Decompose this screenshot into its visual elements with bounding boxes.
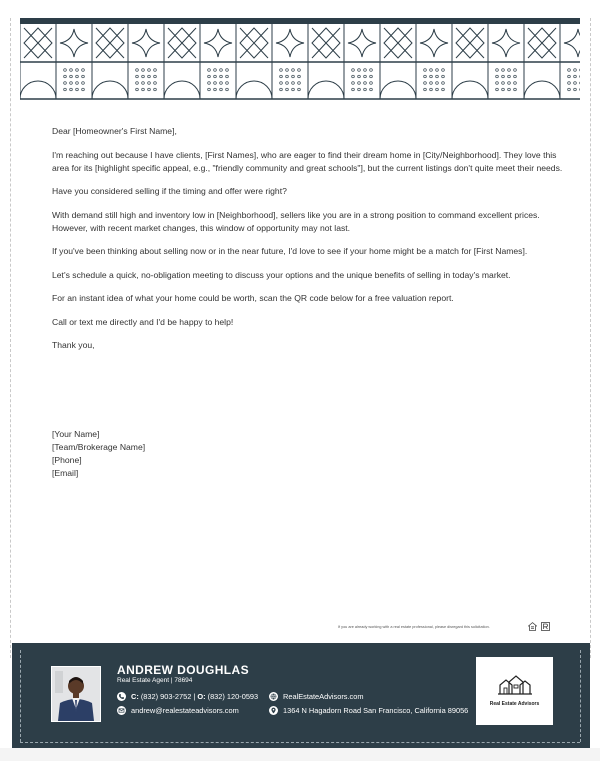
pattern-dot (142, 69, 145, 72)
pattern-dot (220, 88, 223, 91)
pattern-dot (292, 82, 295, 85)
pattern-dot (358, 88, 361, 91)
pattern-cross-diamond (312, 28, 340, 58)
pattern-dot (154, 88, 157, 91)
agent-email[interactable]: andrew@realestateadvisors.com (131, 706, 239, 715)
pattern-star (60, 29, 88, 57)
pattern-dot (82, 69, 85, 72)
pattern-dot (226, 69, 229, 72)
pattern-dot (352, 75, 355, 78)
pattern-dot (142, 75, 145, 78)
pattern-dot (370, 69, 373, 72)
pattern-dot (76, 88, 79, 91)
pattern-dot (508, 88, 511, 91)
pattern-dot (148, 88, 151, 91)
pattern-dot (496, 69, 499, 72)
pattern-dot (298, 75, 301, 78)
pattern-dot (154, 69, 157, 72)
agent-name: ANDREW DOUGHLAS (117, 663, 249, 677)
pattern-dot (508, 69, 511, 72)
pattern-dot (574, 75, 577, 78)
pattern-dot (442, 82, 445, 85)
pattern-arch (380, 81, 416, 99)
pattern-arch (524, 81, 560, 99)
agent-phones (117, 692, 258, 701)
pattern-cross-diamond (384, 28, 412, 58)
pattern-dot (424, 69, 427, 72)
pattern-dot (280, 69, 283, 72)
pattern-dot (358, 69, 361, 72)
pattern-dot (136, 75, 139, 78)
pattern-dot (82, 88, 85, 91)
pattern-dot (364, 75, 367, 78)
paragraph: Call or text me directly and I'd be happy to help! (52, 316, 234, 327)
pattern-dot (208, 82, 211, 85)
pattern-dot (76, 69, 79, 72)
pattern-arch (20, 81, 56, 99)
pattern-dot (574, 69, 577, 72)
pattern-dot (208, 88, 211, 91)
pattern-dot (220, 82, 223, 85)
pattern-cross-diamond (168, 28, 196, 58)
pattern-dot (220, 75, 223, 78)
pattern-dot (220, 69, 223, 72)
pattern-dot (70, 88, 73, 91)
pattern-dot (286, 88, 289, 91)
cut-line-left (10, 18, 11, 658)
pattern-dot (292, 69, 295, 72)
pattern-dot (502, 82, 505, 85)
cut-line-right (590, 18, 591, 658)
phone-cell[interactable]: (832) 903-2752 (140, 692, 192, 701)
globe-icon (269, 692, 278, 701)
pattern-dot (568, 69, 571, 72)
agent-address-row (269, 706, 468, 715)
pattern-dot (424, 75, 427, 78)
pattern-dot (370, 88, 373, 91)
brokerage-logo (476, 657, 553, 725)
pattern-star (132, 29, 160, 57)
pattern-star (492, 29, 520, 57)
pattern-dot (508, 75, 511, 78)
pattern-dot (64, 69, 67, 72)
email-icon (117, 706, 126, 715)
signature-block (52, 428, 145, 480)
pattern-dot (568, 75, 571, 78)
pattern-dot (292, 75, 295, 78)
agent-title: Real Estate Agent | 78694 (117, 677, 193, 684)
pattern-star (420, 29, 448, 57)
geometric-pattern (20, 18, 580, 100)
pattern-cross-diamond (96, 28, 124, 58)
pattern-dot (358, 75, 361, 78)
paragraph: If you've been thinking about selling now or in the near future, I'd love to see if your home might be a match for [First Names]. (52, 246, 528, 256)
agent-email-row (117, 706, 239, 715)
pattern-star (348, 29, 376, 57)
page-bottom-margin (0, 748, 600, 761)
pattern-cross-diamond (528, 28, 556, 58)
pattern-dot (430, 82, 433, 85)
footer-cut-line (580, 650, 581, 742)
logo-text: Real Estate Advisors (489, 701, 540, 707)
pattern-dot (514, 69, 517, 72)
pattern-dot (208, 75, 211, 78)
pattern-dot (364, 88, 367, 91)
pattern-arch (236, 81, 272, 99)
signature-email: [Email] (52, 468, 79, 478)
pattern-dot (442, 88, 445, 91)
pattern-star (276, 29, 304, 57)
pattern-dot (298, 69, 301, 72)
pattern-dot (496, 82, 499, 85)
paragraph: For an instant idea of what your home could be worth, scan the QR code below for a free valuation report. (52, 293, 454, 303)
pattern-dot (214, 88, 217, 91)
house-logo-icon (476, 657, 553, 701)
paragraph: Have you considered selling if the timing and offer were right? (52, 186, 287, 196)
equal-housing-icon (528, 622, 537, 631)
pattern-dot (514, 75, 517, 78)
pattern-dot (148, 69, 151, 72)
pattern-dot (514, 88, 517, 91)
letter-body (52, 125, 572, 363)
pattern-dot (436, 75, 439, 78)
footer-cut-line (20, 742, 580, 743)
pattern-dot (142, 82, 145, 85)
pattern-dot (502, 75, 505, 78)
pattern-dot (64, 75, 67, 78)
signature-team: [Team/Brokerage Name] (52, 442, 146, 452)
pattern-dot (64, 88, 67, 91)
pattern-dot (76, 75, 79, 78)
pattern-dot (82, 82, 85, 85)
phone-separator: | (191, 692, 198, 701)
pattern-dot (436, 69, 439, 72)
pattern-arch (308, 81, 344, 99)
pattern-dot (148, 82, 151, 85)
footer-cut-line (20, 650, 21, 742)
salutation: Dear [Homeowner's First Name], (52, 126, 177, 136)
pattern-dot (136, 82, 139, 85)
pattern-dot (286, 82, 289, 85)
pattern-star (204, 29, 232, 57)
pattern-dot (430, 69, 433, 72)
signature-phone: [Phone] (52, 455, 82, 465)
pattern-dot (292, 88, 295, 91)
pattern-dot (154, 75, 157, 78)
pattern-arch (92, 81, 128, 99)
signature-name: [Your Name] (52, 429, 100, 439)
pattern-dot (436, 82, 439, 85)
pattern-dot (358, 82, 361, 85)
phone-office[interactable]: (832) 120-0593 (207, 692, 259, 701)
pattern-arch (452, 81, 488, 99)
pattern-dot (574, 82, 577, 85)
pattern-dot (136, 88, 139, 91)
pattern-top-bar (20, 18, 580, 24)
pattern-dot (214, 69, 217, 72)
pattern-dot (280, 82, 283, 85)
pattern-dot (76, 82, 79, 85)
pattern-dot (280, 88, 283, 91)
paragraph: I'm reaching out because I have clients, [First Names], who are eager to find their dream home in [City/Neighborhood]. They love this area for its [highlight specific appeal, e.g., "friendly community and great schools"], but the current listings don't quite meet their needs. (52, 149, 563, 173)
phone-office-label: O: (197, 692, 206, 701)
pattern-dot (208, 69, 211, 72)
pattern-dot (226, 82, 229, 85)
pattern-dot (568, 88, 571, 91)
disclaimer-text: If you are already working with a real estate professional, please disregard this solicitation. (338, 625, 490, 629)
pattern-cross-diamond (24, 28, 52, 58)
pattern-dot (442, 75, 445, 78)
pattern-dot (364, 82, 367, 85)
pattern-dot (70, 75, 73, 78)
pattern-dot (280, 75, 283, 78)
pattern-dot (286, 69, 289, 72)
pattern-star (564, 29, 580, 57)
pattern-dot (430, 88, 433, 91)
pattern-cross-diamond (456, 28, 484, 58)
pattern-dot (352, 69, 355, 72)
pattern-dot (502, 88, 505, 91)
agent-photo (51, 666, 101, 722)
pattern-dot (370, 75, 373, 78)
pattern-dot (82, 75, 85, 78)
pattern-dot (298, 82, 301, 85)
pattern-dot (298, 88, 301, 91)
agent-website-row (269, 692, 364, 701)
pattern-dot (496, 75, 499, 78)
pattern-dot (514, 82, 517, 85)
pattern-dot (574, 88, 577, 91)
pattern-dot (70, 82, 73, 85)
pattern-dot (70, 69, 73, 72)
pattern-arch (164, 81, 200, 99)
realtor-icon (541, 622, 550, 631)
phone-cell-label: C: (131, 692, 139, 701)
pattern-dot (226, 88, 229, 91)
pattern-dot (508, 82, 511, 85)
pattern-dot (226, 75, 229, 78)
header-pattern-band (20, 18, 580, 100)
location-icon (269, 706, 278, 715)
closing: Thank you, (52, 340, 95, 350)
pattern-dot (436, 88, 439, 91)
compliance-icons (528, 622, 550, 631)
pattern-dot (154, 82, 157, 85)
pattern-dot (148, 75, 151, 78)
pattern-dot (502, 69, 505, 72)
pattern-dot (568, 82, 571, 85)
agent-website[interactable]: RealEstateAdvisors.com (283, 692, 364, 701)
pattern-dot (352, 88, 355, 91)
pattern-cross-diamond (240, 28, 268, 58)
pattern-dot (370, 82, 373, 85)
pattern-dot (214, 75, 217, 78)
pattern-dot (64, 82, 67, 85)
pattern-dot (352, 82, 355, 85)
phone-icon (117, 692, 126, 701)
pattern-dot (424, 88, 427, 91)
pattern-dot (136, 69, 139, 72)
agent-address: 1364 N Hagadorn Road San Francisco, California 89056 (283, 706, 469, 715)
pattern-dot (214, 82, 217, 85)
pattern-dot (424, 82, 427, 85)
pattern-dot (142, 88, 145, 91)
pattern-dot (496, 88, 499, 91)
pattern-dot (442, 69, 445, 72)
paragraph: Let's schedule a quick, no-obligation meeting to discuss your options and the unique benefits of selling in today's market. (52, 269, 511, 280)
pattern-dot (430, 75, 433, 78)
paragraph: With demand still high and inventory low in [Neighborhood], sellers like you are in a strong position to command excellent prices. However, with recent market changes, this window of opportunity may not last. (52, 209, 540, 233)
agent-portrait-icon (52, 667, 100, 721)
pattern-dot (364, 69, 367, 72)
pattern-dot (286, 75, 289, 78)
